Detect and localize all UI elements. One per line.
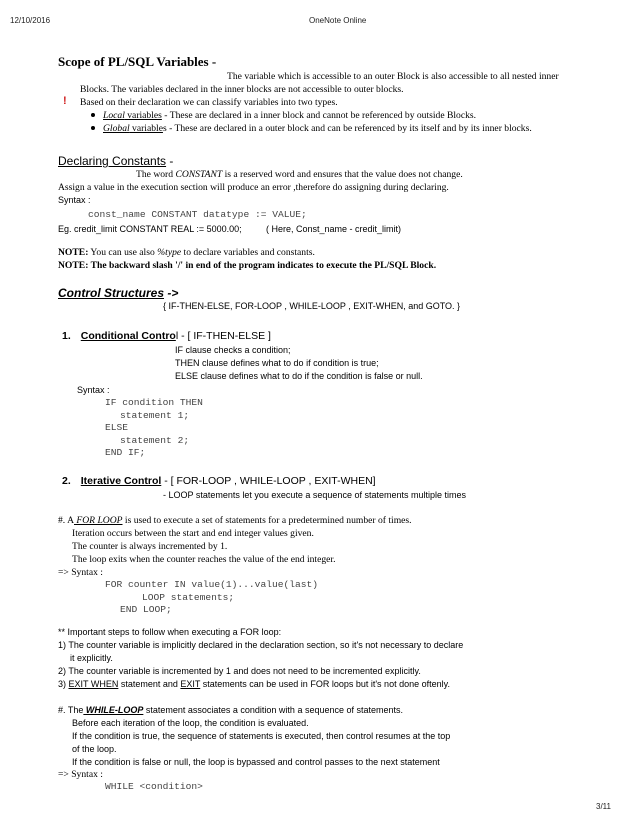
app-title: OneNote Online	[309, 16, 367, 25]
scope-title: Scope of PL/SQL Variables -	[58, 54, 217, 69]
constants-line-1: The word CONSTANT is a reserved word and ensures that the value does not change.	[136, 169, 463, 180]
cond-code-line: ELSE	[105, 422, 129, 433]
for-loop-code-line: LOOP statements;	[142, 592, 235, 603]
while-loop-code-line: WHILE <condition>	[105, 781, 203, 792]
iterative-control-heading: 2. Iterative Control - [ FOR-LOOP , WHILE-LOOP , EXIT-WHEN]	[62, 475, 376, 487]
while-loop-intro: #. The WHILE-LOOP statement associates a condition with a sequence of statements.	[58, 705, 404, 715]
control-structures-list: { IF-THEN-ELSE, FOR-LOOP , WHILE-LOOP , EXIT-WHEN, and GOTO. }	[163, 301, 461, 311]
constants-syntax-label: Syntax :	[58, 195, 91, 205]
while-loop-line: of the loop.	[72, 744, 117, 754]
while-loop-syntax-label: => Syntax :	[58, 769, 103, 780]
important-marker-icon: !	[63, 95, 67, 107]
constants-example-note: ( Here, Const_name - credit_limit)	[266, 224, 402, 234]
scope-intro-2: Blocks. The variables declared in the inner blocks are not accessible to outer blocks.	[80, 84, 404, 95]
cond-line-1: IF clause checks a condition;	[175, 345, 291, 355]
for-loop-line: The counter is always incremented by 1.	[72, 541, 228, 552]
bullet-icon	[91, 126, 95, 130]
for-loop-syntax-label: => Syntax :	[58, 567, 103, 578]
for-loop-code-line: FOR counter IN value(1)...value(last)	[105, 579, 319, 590]
cond-code-line: statement 1;	[120, 410, 190, 421]
cond-code-line: END IF;	[105, 447, 146, 458]
local-variables-item: Local variables - These are declared in a inner block and cannot be referenced by outside Blocks.	[91, 111, 476, 121]
for-loop-step-2: 2) The counter variable is incremented by 1 and does not need to be incremented explicitly.	[58, 666, 421, 676]
bullet-icon	[91, 113, 95, 117]
print-date: 12/10/2016	[10, 16, 51, 25]
while-loop-line: Before each iteration of the loop, the condition is evaluated.	[72, 718, 309, 728]
constants-syntax-code: const_name CONSTANT datatype := VALUE;	[88, 209, 307, 220]
note-backslash: NOTE: The backward slash '/' in end of the program indicates to execute the PL/SQL Block.	[58, 260, 437, 271]
for-loop-steps-title: ** Important steps to follow when executing a FOR loop:	[58, 627, 282, 637]
for-loop-intro: #. A FOR LOOP is used to execute a set of statements for a predetermined number of times.	[58, 515, 412, 526]
while-loop-line: If the condition is true, the sequence of statements is executed, then control resumes at the top	[72, 731, 451, 741]
note-percent-type: NOTE: You can use also %type to declare variables and constants.	[58, 247, 315, 258]
scope-intro-1: The variable which is accessible to an outer Block is also accessible to all nested inner	[227, 71, 559, 82]
constants-example: Eg. credit_limit CONSTANT REAL := 5000.00;	[58, 224, 242, 234]
constants-line-2: Assign a value in the execution section will produce an error ,therefore do assigning during declaring.	[58, 182, 449, 193]
for-loop-line: Iteration occurs between the start and end integer values given.	[72, 528, 314, 539]
for-loop-code-line: END LOOP;	[120, 604, 172, 615]
while-loop-line: If the condition is false or null, the loop is bypassed and control passes to the next statement	[72, 757, 440, 767]
constants-title: Declaring Constants -	[58, 154, 174, 168]
iterative-desc: - LOOP statements let you execute a sequence of statements multiple times	[163, 490, 466, 500]
page-number: 3/11	[596, 802, 611, 811]
cond-code-line: statement 2;	[120, 435, 190, 446]
cond-syntax-label: Syntax :	[77, 385, 110, 395]
cond-code-line: IF condition THEN	[105, 397, 203, 408]
scope-classify: Based on their declaration we can classify variables into two types.	[80, 97, 338, 108]
for-loop-step-3: 3) EXIT WHEN statement and EXIT statements can be used in FOR loops but it's not done oftenly.	[58, 679, 450, 689]
control-structures-title: Control Structures ->	[58, 286, 179, 300]
global-variables-item: Global variables - These are declared in a outer block and can be referenced by its itself and by its inner blocks.	[91, 124, 532, 134]
conditional-control-heading: 1. Conditional Control - [ IF-THEN-ELSE ]	[62, 330, 271, 342]
for-loop-step-1: 1) The counter variable is implicitly declared in the declaration section, so it's not necessary to declare	[58, 640, 464, 650]
for-loop-step-1b: it explicitly.	[70, 653, 113, 663]
cond-line-2: THEN clause defines what to do if condition is true;	[175, 358, 379, 368]
for-loop-line: The loop exits when the counter reaches the value of the end integer.	[72, 554, 336, 565]
cond-line-3: ELSE clause defines what to do if the condition is false or null.	[175, 371, 423, 381]
